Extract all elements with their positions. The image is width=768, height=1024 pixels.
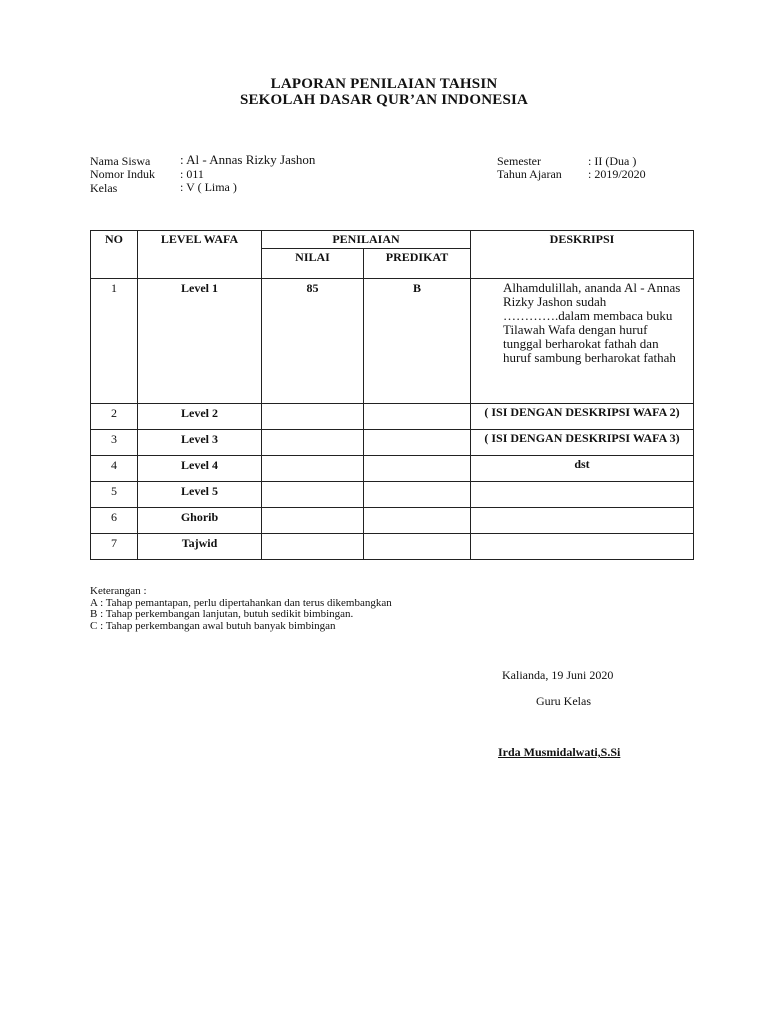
semester-label: Semester (497, 154, 541, 168)
note-b: B : Tahap perkembangan lanjutan, butuh sedikit bimbingan. (90, 608, 354, 620)
row-nilai (262, 404, 364, 430)
row-deskripsi: dst (471, 456, 694, 482)
table-row (91, 534, 694, 560)
row-nilai (262, 456, 364, 482)
row-no: 2 (91, 404, 138, 430)
row-deskripsi (471, 482, 694, 508)
row-predikat (364, 404, 471, 430)
row-level: Tajwid (138, 534, 262, 560)
row-no: 7 (91, 534, 138, 560)
row-predikat (364, 508, 471, 534)
header-penilaian: PENILAIAN (262, 231, 471, 249)
row-nilai (262, 482, 364, 508)
row-no: 3 (91, 430, 138, 456)
row-nilai: 85 (262, 279, 364, 404)
row-no: 5 (91, 482, 138, 508)
assessment-table (90, 230, 694, 560)
student-class-value: : V ( Lima ) (180, 180, 237, 194)
note-c: C : Tahap perkembangan awal butuh banyak bimbingan (90, 619, 336, 632)
student-nis-value: : 011 (180, 167, 204, 181)
header-level: LEVEL WAFA (138, 231, 262, 279)
row-deskripsi (471, 534, 694, 560)
signer-role: Guru Kelas (536, 694, 591, 708)
table-row (91, 482, 694, 508)
row-predikat (364, 482, 471, 508)
student-nis-label: Nomor Induk (90, 167, 155, 181)
table-row (91, 404, 694, 430)
row-level: Ghorib (138, 508, 262, 534)
academic-year-value: : 2019/2020 (588, 167, 646, 181)
row-level: Level 5 (138, 482, 262, 508)
row-deskripsi: ( ISI DENGAN DESKRIPSI WAFA 3) (471, 430, 694, 456)
school-name: SEKOLAH DASAR QUR’AN INDONESIA (239, 92, 529, 108)
report-title: LAPORAN PENILAIAN TAHSIN (270, 76, 498, 92)
notes-section (90, 586, 392, 632)
header-predikat: PREDIKAT (364, 249, 471, 279)
header-no: NO (91, 231, 138, 279)
header-deskripsi: DESKRIPSI (471, 231, 694, 279)
row-no: 6 (91, 508, 138, 534)
row-nilai (262, 508, 364, 534)
notes-title: Keterangan : (90, 585, 147, 597)
row-level: Level 2 (138, 404, 262, 430)
row-nilai (262, 430, 364, 456)
row-deskripsi: ( ISI DENGAN DESKRIPSI WAFA 2) (471, 404, 694, 430)
table-row (91, 430, 694, 456)
row-level: Level 3 (138, 430, 262, 456)
row-level: Level 4 (138, 456, 262, 482)
table-row (91, 456, 694, 482)
note-a: A : Tahap pemantapan, perlu dipertahankan dan terus dikembangkan (90, 596, 392, 609)
row-level: Level 1 (138, 279, 262, 404)
row-nilai (262, 534, 364, 560)
header-nilai: NILAI (262, 249, 364, 279)
table-row (91, 508, 694, 534)
row-no: 1 (91, 279, 138, 404)
student-name-label: Nama Siswa (90, 154, 151, 168)
table-header-row (91, 231, 694, 249)
row-deskripsi: Alhamdulillah, ananda Al - Annas Rizky Jashon sudah ………….dalam membaca buku Tilawah Wafa dengan huruf tunggal berharokat fathah dan huruf sambung berharokat fathah (471, 279, 694, 404)
semester-value: : II (Dua ) (588, 154, 637, 168)
row-predikat (364, 430, 471, 456)
student-class-label: Kelas (90, 181, 118, 195)
table-row (91, 279, 694, 404)
row-predikat: B (364, 279, 471, 404)
student-name-value: : Al - Annas Rizky Jashon (180, 152, 316, 167)
row-predikat (364, 456, 471, 482)
academic-year-label: Tahun Ajaran (497, 167, 562, 181)
row-no: 4 (91, 456, 138, 482)
row-deskripsi (471, 508, 694, 534)
place-date: Kalianda, 19 Juni 2020 (502, 668, 614, 682)
signer-name: Irda Musmidalwati,S.Si (498, 745, 621, 759)
row-predikat (364, 534, 471, 560)
